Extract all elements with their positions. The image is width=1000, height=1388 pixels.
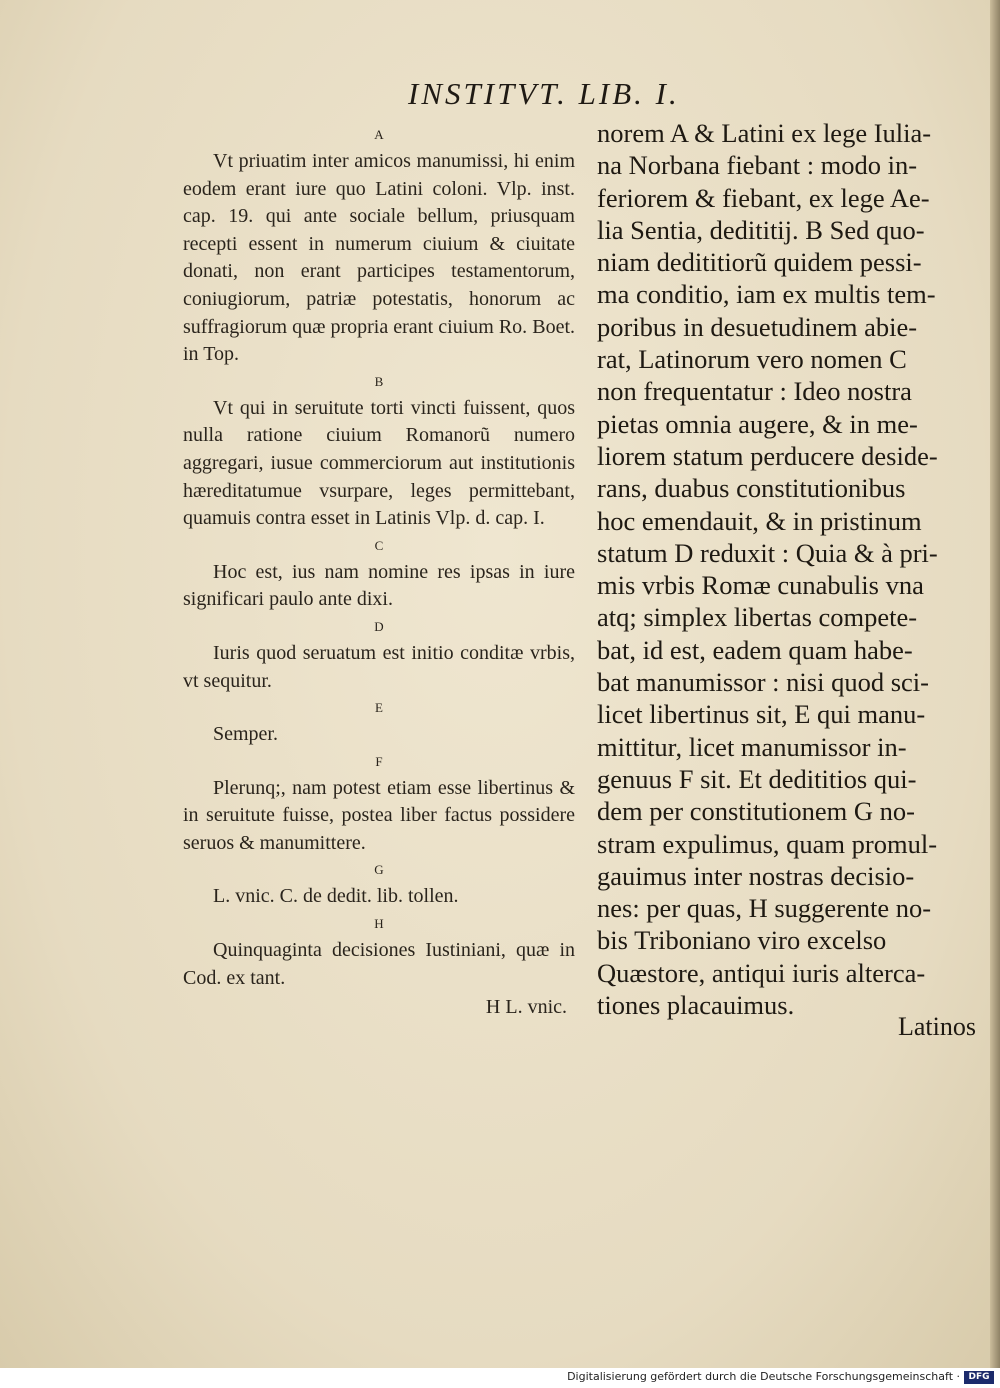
- text-line: norem A & Latini ex lege Iulia-: [597, 118, 932, 148]
- text-line: mittitur, licet manumissor in-: [597, 731, 907, 762]
- note-text: Hoc est, ius nam nomine res ipsas in iure significari paulo ante dixi.: [183, 560, 575, 611]
- text-line: gauimus inter nostras decisio-: [597, 860, 915, 891]
- text-line: rans, duabus constitutionibus: [597, 473, 906, 504]
- text-line: hoc emendauit, & in pristinum: [597, 505, 922, 536]
- text-line: feriorem & fiebant, ex lege Ae-: [597, 182, 930, 213]
- note-letter: E: [375, 700, 383, 716]
- note-text: L. vnic. C. de dedit. lib. tollen.: [213, 885, 459, 908]
- funding-credit: Digitalisierung gefördert durch die Deutsche Forschungsgemeinschaft ·: [567, 1370, 960, 1383]
- note-text: Plerunq;, nam potest etiam esse libertinus & in seruitute fuisse, postea liber factus possidere seruos & manumittere.: [183, 776, 575, 854]
- dfg-logo-icon: DFG: [964, 1371, 994, 1384]
- note-letter: A: [374, 127, 384, 142]
- text-line: genuus F sit. Et dedititios qui-: [597, 763, 917, 794]
- text-line: na Norbana fiebant : modo in-: [597, 150, 918, 181]
- note-letter: D: [374, 618, 384, 634]
- text-line: rat, Latinorum vero nomen C: [597, 344, 907, 375]
- text-line: bat, id est, eadem quam habe-: [597, 634, 913, 665]
- text-line: ma conditio, iam ex multis tem-: [597, 279, 936, 310]
- text-line: lia Sentia, dedititij. B Sed quo-: [597, 214, 925, 245]
- note-letter: C: [374, 537, 384, 553]
- text-line: bat manumissor : nisi quod sci-: [597, 667, 929, 698]
- text-line: non frequentatur : Ideo nostra: [597, 376, 912, 407]
- notes-tail: H L. vnic.: [485, 996, 567, 1019]
- note-text: Quinquaginta decisiones Iustiniani, quæ in Cod. ex tant.: [183, 939, 575, 989]
- running-head: INSTITVT. LIB. I.: [408, 76, 680, 111]
- text-line: dem per constitutionem G no-: [597, 796, 915, 827]
- note-letter: H: [374, 916, 384, 932]
- note-text: Semper.: [213, 723, 278, 746]
- note-letter: B: [374, 373, 384, 389]
- text-line: mis vrbis Romæ cunabulis vna: [597, 570, 924, 601]
- text-line: stram expulimus, quam promul-: [597, 828, 938, 859]
- note-letter: G: [374, 862, 384, 878]
- text-line: niam dedititiorũ quidem pessi-: [597, 247, 922, 278]
- text-line: tiones placauimus.: [597, 990, 795, 1021]
- note-text: Vt qui in seruitute torti vincti fuissent, quos nulla ratione ciuium Romanorũ numero aggregari, iusue commerciorum aut institutionis hæreditatumue vsurpare, leges permittebant, quamuis contra esset in Latinis Vlp. d. cap. I.: [183, 396, 575, 530]
- page-edge: [990, 0, 1000, 1368]
- note-text: Iuris quod seruatum est initio conditæ vrbis, vt sequitur.: [183, 641, 575, 692]
- main-text-column: [597, 117, 977, 1021]
- text-line: bis Triboniano viro excelso: [597, 925, 887, 956]
- text-line: poribus in desuetudinem abie-: [597, 311, 918, 342]
- text-line: licet libertinus sit, E qui manu-: [597, 699, 926, 730]
- catchword: Latinos: [898, 1012, 976, 1041]
- footer-bar: [0, 1368, 1000, 1388]
- text-line: pietas omnia augere, & in me-: [597, 408, 918, 439]
- marginal-notes-column: [183, 122, 575, 1022]
- note-letter: F: [375, 753, 383, 769]
- text-line: statum D reduxit : Quia & à pri-: [597, 537, 938, 568]
- text-line: Quæstore, antiqui iuris alterca-: [597, 957, 926, 988]
- text-line: atq; simplex libertas compete-: [597, 602, 918, 633]
- text-line: liorem statum perducere deside-: [597, 440, 938, 471]
- note-text: Vt priuatim inter amicos manumissi, hi enim eodem erant iure quo Latini coloni. Vlp. inst. cap. 19. qui ante sociale bellum, priusquam recepti essent in numerum ciuium & ciuitate donati, non erant participes testamentorum, coniugiorum, patriæ potestatis, honorum ac suffragiorum quæ propria erant ciuium Ro. Boet. in Top.: [183, 150, 575, 366]
- text-line: nes: per quas, H suggerente no-: [597, 893, 932, 924]
